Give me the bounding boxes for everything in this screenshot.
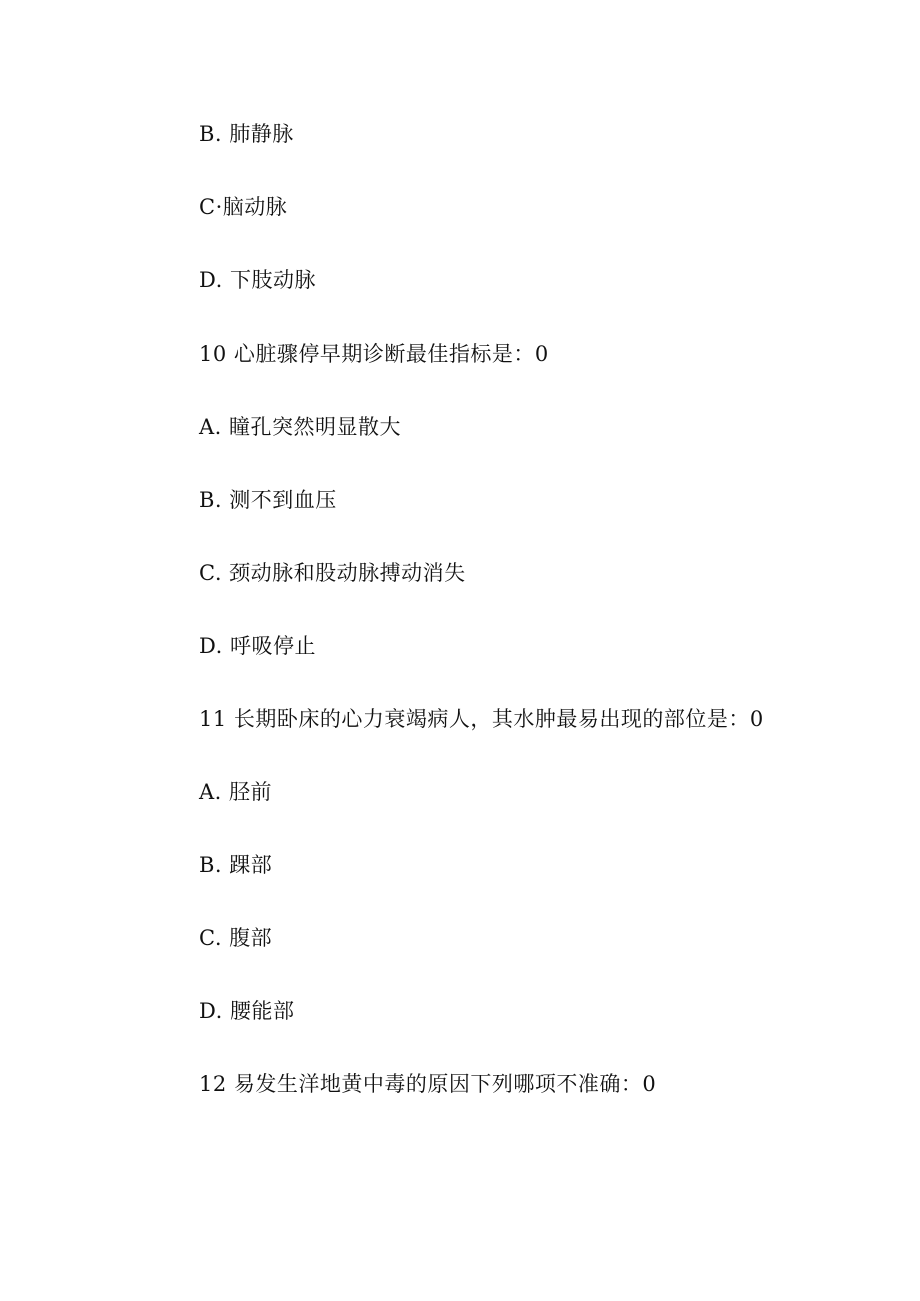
option-line: A. 胫前 bbox=[199, 780, 273, 804]
option-line: C. 颈动脉和股动脉搏动消失 bbox=[199, 561, 466, 585]
option-line: D. 呼吸停止 bbox=[199, 634, 316, 658]
option-line: C·脑动脉 bbox=[199, 195, 288, 219]
question-line: 12 易发生洋地黄中毒的原因下列哪项不准确：0 bbox=[199, 1072, 657, 1096]
option-line: B. 测不到血压 bbox=[199, 488, 337, 512]
option-line: A. 瞳孔突然明显散大 bbox=[199, 415, 402, 439]
question-line: 11 长期卧床的心力衰竭病人，其水肿最易出现的部位是：0 bbox=[199, 707, 764, 731]
option-line: B. 踝部 bbox=[199, 853, 273, 877]
option-line: D. 下肢动脉 bbox=[199, 268, 316, 292]
option-line: D. 腰能部 bbox=[199, 999, 295, 1023]
question-line: 10 心脏骤停早期诊断最佳指标是：0 bbox=[199, 342, 549, 366]
option-line: B. 肺静脉 bbox=[199, 122, 294, 146]
option-line: C. 腹部 bbox=[199, 926, 273, 950]
